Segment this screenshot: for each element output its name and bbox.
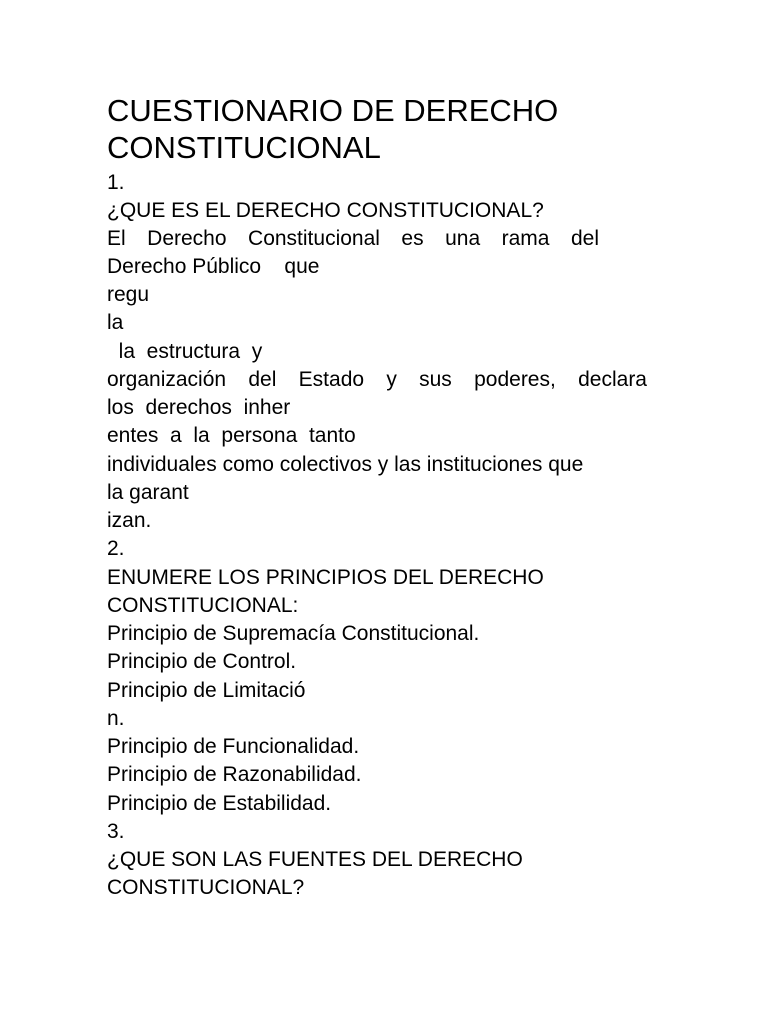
- answer-1-line: la garant: [107, 481, 189, 504]
- answer-1-line: la estructura y: [107, 340, 263, 363]
- document-title: [107, 92, 652, 166]
- question-number-3: 3.: [107, 820, 125, 843]
- answer-1-line: organización del Estado y sus poderes, declara: [107, 368, 647, 391]
- answer-1-line: individuales como colectivos y las instituciones que: [107, 453, 584, 476]
- document-page: [107, 0, 652, 1024]
- answer-1-line: los derechos inher: [107, 396, 291, 419]
- question-1-heading: ¿QUE ES EL DERECHO CONSTITUCIONAL?: [107, 199, 544, 222]
- title-line-2: CONSTITUCIONAL: [107, 130, 381, 165]
- title-line-1: CUESTIONARIO DE DERECHO: [107, 93, 559, 128]
- principle-item: Principio de Supremacía Constitucional.: [107, 622, 480, 645]
- question-3-heading: CONSTITUCIONAL?: [107, 876, 305, 899]
- answer-1-line: Derecho Público que: [107, 255, 320, 278]
- answer-1-line: la: [107, 311, 124, 334]
- question-number-2: 2.: [107, 537, 125, 560]
- question-number-1: 1.: [107, 171, 125, 194]
- principle-item: Principio de Estabilidad.: [107, 792, 332, 815]
- question-3-heading: ¿QUE SON LAS FUENTES DEL DERECHO: [107, 848, 523, 871]
- answer-1-line: izan.: [107, 509, 152, 532]
- question-2-heading: CONSTITUCIONAL:: [107, 594, 299, 617]
- principle-item: n.: [107, 707, 125, 730]
- question-2-heading: ENUMERE LOS PRINCIPIOS DEL DERECHO: [107, 566, 544, 589]
- principle-item: Principio de Control.: [107, 650, 297, 673]
- principle-item: Principio de Limitació: [107, 679, 306, 702]
- answer-1-line: El Derecho Constitucional es una rama del: [107, 227, 599, 250]
- principle-item: Principio de Funcionalidad.: [107, 735, 360, 758]
- principle-item: Principio de Razonabilidad.: [107, 763, 362, 786]
- answer-1-line: regu: [107, 283, 150, 306]
- answer-1-line: entes a la persona tanto: [107, 424, 356, 447]
